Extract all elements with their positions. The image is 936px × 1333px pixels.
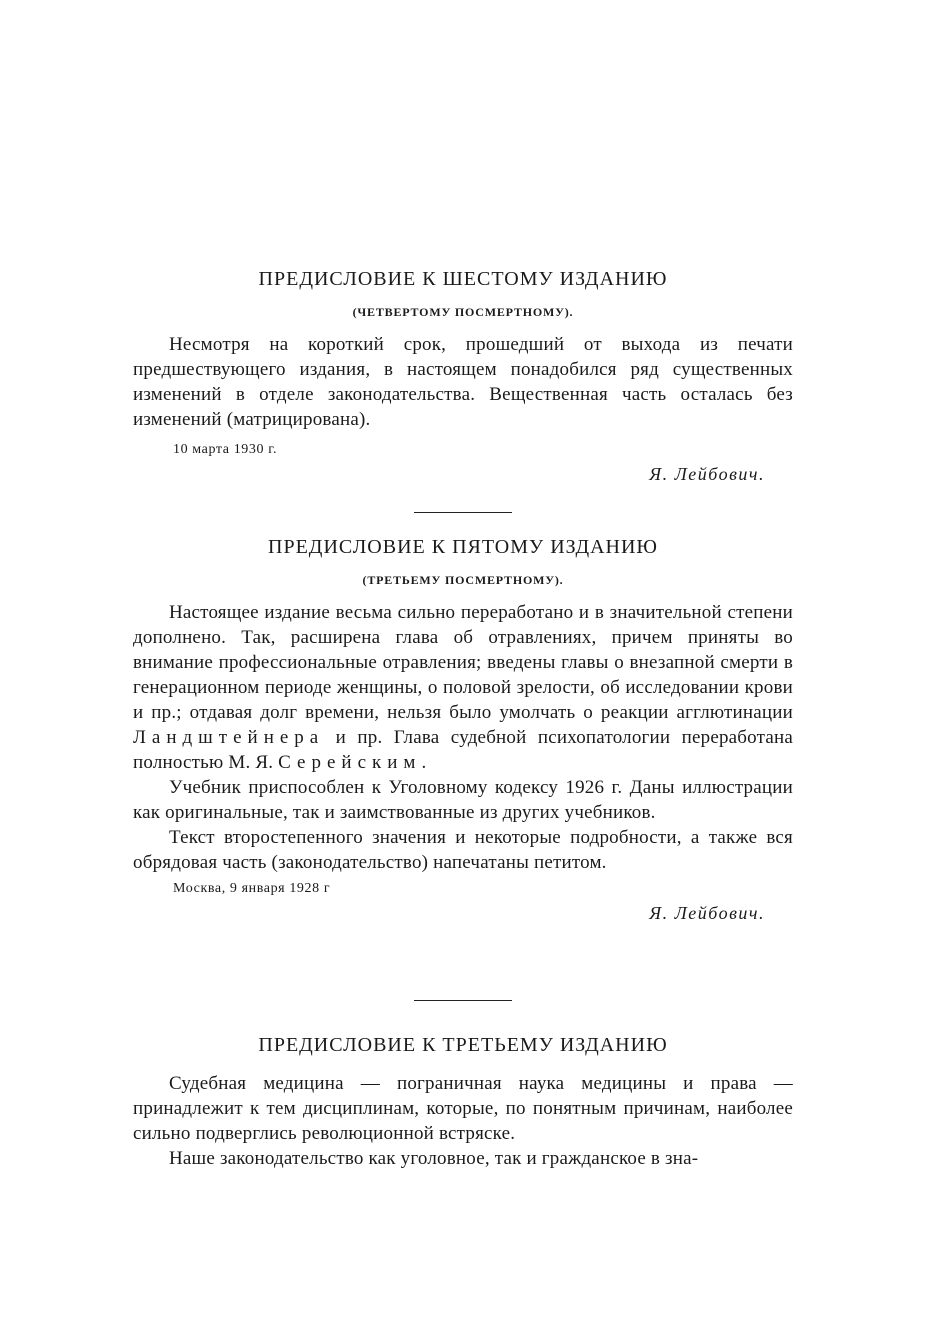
section-subtitle: (ТРЕТЬЕМУ ПОСМЕРТНОМУ).: [362, 573, 564, 587]
preface-date: Москва, 9 января 1928 г: [173, 881, 331, 896]
section-title: ПРЕДИСЛОВИЕ К ТРЕТЬЕМУ ИЗДАНИЮ: [258, 1034, 668, 1056]
spaced-name: Серейским.: [278, 752, 433, 773]
preface-date: 10 марта 1930 г.: [173, 442, 278, 457]
body-paragraph: [133, 600, 793, 775]
section-divider: [414, 1000, 512, 1001]
preface-third-edition: [133, 1034, 793, 1171]
body-paragraph: Судебная медицина — пограничная наука медицины и права — принадлежит к тем дисциплинам, которые, по понятным причинам, наиболее сильно подверглись революционной встряске.: [133, 1073, 793, 1144]
section-title: ПРЕДИСЛОВИЕ К ПЯТОМУ ИЗДАНИЮ: [268, 536, 658, 558]
body-paragraph: Текст второстепенного значения и некоторые подробности, а также вся обрядовая часть (законодательство) напечатаны петитом.: [133, 827, 793, 873]
author-signature: Я. Лейбович.: [649, 464, 765, 484]
preface-fifth-edition: [133, 536, 793, 924]
spaced-name: Ландштейнера: [133, 727, 325, 748]
preface-sixth-edition: [133, 268, 793, 485]
paragraph-text: Настоящее издание весьма сильно переработано и в значительной степени дополнено. Так, расширена глава об отравлениях, причем приняты во внимание профессиональные отравления; введены главы о внезапной смерти в генерационном периоде женщины, о половой зрелости, об исследовании крови и пр.; отдавая долг времени, нельзя было умолчать о реакции агглютинации: [133, 602, 793, 723]
section-divider: [414, 512, 512, 513]
section-title: ПРЕДИСЛОВИЕ К ШЕСТОМУ ИЗДАНИЮ: [258, 268, 668, 290]
body-paragraph: Несмотря на короткий срок, прошедший от выхода из печати предшествующего издания, в настоящем понадобился ряд существенных изменений в отделе законодательства. Вещественная часть осталась без изменений (матрицирована).: [133, 334, 793, 430]
section-subtitle: (ЧЕТВЕРТОМУ ПОСМЕРТНОМУ).: [352, 305, 574, 319]
author-signature: Я. Лейбович.: [649, 903, 765, 923]
paragraph-text: и пр. Глава судебной психопатологии переработана полностью М. Я.: [133, 727, 793, 773]
body-paragraph: Наше законодательство как уголовное, так и гражданское в зна-: [169, 1148, 699, 1169]
body-paragraph: Учебник приспособлен к Уголовному кодексу 1926 г. Даны иллюстрации как оригинальные, так и заимствованные из других учебников.: [133, 777, 793, 823]
